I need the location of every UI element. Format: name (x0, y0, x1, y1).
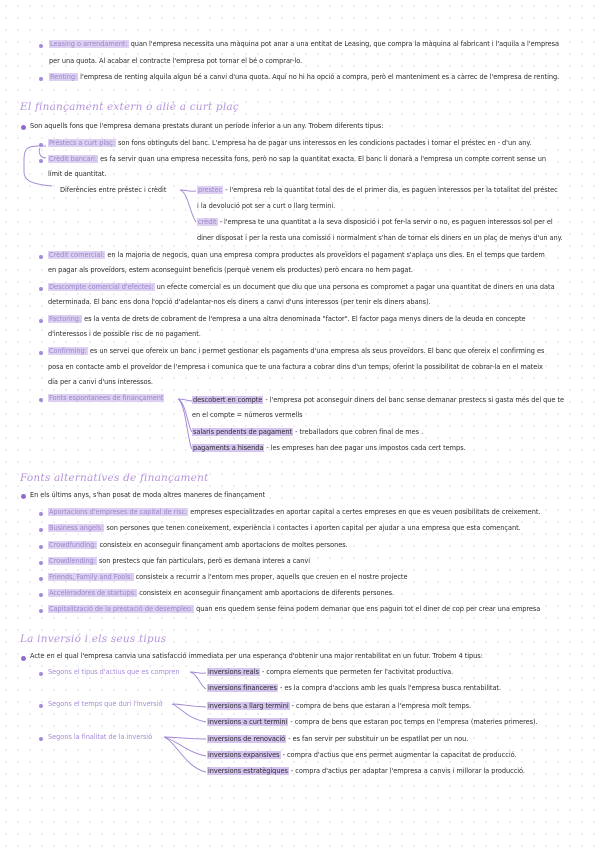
term-llarg: inversions a llarg termini (208, 702, 289, 710)
alt-item (48, 573, 407, 582)
inv-reals (207, 668, 453, 677)
bullet (39, 609, 43, 613)
term-salaris: salaris pendents de pagament (193, 428, 293, 436)
bullet (39, 528, 43, 532)
section-title-alternatives: Fonts alternatives de finançament (20, 472, 209, 484)
term-alt: Crowdlending: (49, 557, 96, 565)
confirming-cont2: dia per a canvi d'uns interessos. (48, 378, 153, 386)
term-comercial: Crèdit comercial: (49, 251, 105, 259)
hisenda-item (192, 444, 466, 453)
alt-item (48, 589, 394, 598)
alt-item (48, 524, 521, 533)
descompte-cont: determinada. El banc ens dona l'opció d'adelantar-nos els diners a canvi d'uns interessos (per tenir els diners abans). (48, 298, 431, 306)
bullet (39, 737, 43, 741)
alt-text: son prestecs que fan particulars, però es demana interes a canvi (98, 557, 311, 565)
bullet (39, 159, 43, 163)
term-reals: inversions reals (208, 668, 259, 676)
diff-prestec-text: - l'empresa reb la quantitat total des de el primer dia, es paguen interessos per la totalitat del préstec (225, 186, 558, 194)
term-curt: inversions a curt termini (208, 718, 288, 726)
fonts-label (48, 394, 164, 403)
bullet (39, 287, 43, 291)
alt-text: empreses especialitzades en aportar capital a certes empreses en que es veuen posibilitats de creixement. (190, 508, 541, 516)
diff-label: Diferències entre préstec i crèdit (60, 186, 167, 194)
alt-item (48, 541, 348, 550)
alt-text: consisteix a recurrir a l'entorn mes proper, aquells que creuen en el nostre projecte (135, 573, 408, 581)
credit-cont: límit de quantitat. (48, 170, 107, 178)
descobert-text: - l'empresa pot aconseguir diners del banc sense demanar prestecs si gasta més del que te (265, 396, 565, 404)
comercial-item (48, 251, 545, 260)
bullet (39, 545, 43, 549)
term-expansives: inversions expansives (208, 751, 280, 759)
descompte-text: un efecte comercial es un document que diu que una persona es compromet a pagar una quantitat de diners en una data (156, 283, 555, 291)
s1-intro: Son aquells fons que l'empresa demana prestats durant un període inferior a un any. Trobem diferents tipus: (30, 122, 384, 130)
renovacio-text: - es fan servir per substituir un be espatllat per un nou. (288, 735, 469, 743)
bullet (21, 125, 26, 130)
term-alt: Capitalització de la prestació de desempleo: (49, 605, 194, 613)
bullet (39, 512, 43, 516)
factoring-text: es la venta de drets de cobrament de l'empresa a una altra denominada "factor". El factor paga menys diners de la deuda en concepte (84, 315, 526, 323)
inv-renovacio (207, 735, 468, 744)
inv-llarg (207, 702, 471, 711)
alt-text: consisteix en aconseguir finançament amb aportacions de moltes persones. (99, 541, 348, 549)
estrategiques-text: - compra d'actius per adaptar l'empresa a canvis i millorar la producció. (290, 767, 525, 775)
llarg-text: - compra de bens que estaran a l'empresa molt temps. (291, 702, 472, 710)
diff-prestec-cont: i la devolució pot ser a curt o llarg termini. (197, 202, 336, 210)
descobert-item (192, 396, 564, 405)
term-fonts: Fonts espontanees de finançament (49, 394, 164, 402)
inv-estrategiques (207, 767, 525, 776)
term-prestecs: Préstecs a curt plaç: (49, 139, 115, 147)
term-diff-prestec: prestec (198, 186, 223, 194)
expansives-text: - compra d'actius que ens permet augmentar la capacitat de producció. (282, 751, 517, 759)
renting-item (49, 73, 559, 82)
diff-prestec (197, 186, 558, 195)
curt-text: - compra de bens que estaran poc temps en l'empresa (materies primeres). (290, 718, 538, 726)
salaris-text: - treballadors que cobren final de mes . (295, 428, 424, 436)
term-credit: Crèdit bancari: (49, 155, 98, 163)
s3-intro: Acte en el qual l'empresa canvia una satisfacció immediata per una esperança d'obtenir una major rentabilitat en un futur. Trobem 4 tipus: (30, 652, 483, 660)
descompte-item (48, 283, 555, 292)
bullet (39, 255, 43, 259)
bullet (39, 351, 43, 355)
bullet (39, 577, 43, 581)
bullet (39, 143, 43, 147)
descobert-cont: en el compte = números vermells (192, 411, 303, 419)
bullet (39, 593, 43, 597)
bullet (21, 494, 26, 499)
term-diff-credit: crèdit (198, 218, 217, 226)
section-title-investment: La inversió i els seus tipus (20, 633, 167, 645)
bullet (39, 44, 43, 48)
inv-expansives (207, 751, 517, 760)
alt-item (48, 508, 540, 517)
confirming-cont: posa en contacte amb el proveïdor de l'empresa i comunica que te una factura a cobrar dins d'un temps, oferint la possibilitat de cobrar-la en el mateix (48, 363, 543, 371)
inv-curt (207, 718, 538, 727)
leasing-cont: per una quota. Al acabar el contracte l'empresa pot tornar el bé o comprar-lo. (49, 57, 303, 65)
prestecs-text: son fons obtinguts del banc. L'empresa ha de pagar uns interessos en les condicions pactades i tornar el préstec en - d'un any. (117, 139, 532, 147)
alt-item (48, 557, 310, 566)
term-factoring: Factoring: (49, 315, 82, 323)
confirming-text: es un servei que ofereix un banc i permet gestionar els pagaments d'una empresa als seus proveïdors. El banc que ofereix el confirming es (89, 347, 545, 355)
term-alt: Business angels: (49, 524, 104, 532)
comercial-text: en la majoria de negocis, quan una empresa compra productes als proveïdors el pagament s'aplaça uns dies. En el temps que tardem (107, 251, 545, 259)
bullet (39, 77, 43, 81)
section-title-short-term: El finançament extern o aliè a curt plaç (20, 101, 239, 113)
term-alt: Acceleradores de startups: (49, 589, 137, 597)
alt-text: consisteix en aconseguir finançament amb aportacions de diferents persones. (139, 589, 395, 597)
bullet (39, 319, 43, 323)
diff-credit (197, 218, 553, 227)
term-financeres: inversions financeres (208, 684, 277, 692)
term-renting: Renting: (50, 73, 78, 81)
term-renovacio: inversions de renovació (208, 735, 286, 743)
bullet (39, 672, 43, 676)
comercial-cont: en pagar als proveïdors, estem aconseguint beneficis (perquè venem els productes) però encara no hem pagat. (48, 266, 413, 274)
inv-financeres (207, 684, 501, 693)
term-descompte: Descompte comercial d'efectes: (49, 283, 154, 291)
confirming-item (48, 347, 544, 356)
term-estrategiques: inversions estratègiques (208, 767, 288, 775)
credit-text: es fa servir quan una empresa necessita fons, però no sap la quantitat exacta. El banc li donarà a l'empresa un compte corrent sense un (100, 155, 546, 163)
term-confirming: Confirming: (49, 347, 87, 355)
group-assets: Segons el tipus d'actius que es compren (48, 668, 180, 676)
bullet (39, 561, 43, 565)
term-alt: Crowdfunding: (49, 541, 97, 549)
group-purpose: Segons la finalitat de la inversió (48, 733, 153, 741)
diff-credit-text: - l'empresa te una quantitat a la seva disposició i pot fer-la servir o no, es paguen interessos sol per el (219, 218, 553, 226)
term-alt: Aportacions d'empreses de capital de risc: (49, 508, 188, 516)
alt-item (48, 605, 540, 614)
diff-credit-cont: diner disposat i per la resta una comissió i normalment s'han de tornar els diners en un plaç de menys d'un any. (197, 234, 563, 242)
term-alt: Friends, Family and Fools: (49, 573, 133, 581)
term-leasing: Leasing o arrendament: (50, 40, 128, 48)
financeres-text: - es la compra d'accions amb les quals l'empresa busca rentabilitat. (279, 684, 502, 692)
bullet (39, 704, 43, 708)
prestecs-item (48, 139, 531, 148)
term-descobert: descobert en compte (193, 396, 263, 404)
s2-intro: En els últims anys, s'han posat de moda altres maneres de finançament (30, 491, 266, 499)
alt-text: son persones que tenen coneixement, experiència i contactes i aporten capital per ajudar a una empresa que esta començant. (106, 524, 521, 532)
credit-item (48, 155, 546, 164)
bullet (21, 656, 26, 661)
reals-text: - compra elements que permeten fer l'activitat productiva. (261, 668, 454, 676)
salaris-item (192, 428, 423, 437)
factoring-item (48, 315, 526, 324)
leasing-text: quan l'empresa necessita una màquina pot anar a una entitat de Leasing, que compra la màquina al fabricant i l'aquila a l'empresa (130, 40, 560, 48)
leasing-item (49, 40, 559, 49)
group-duration: Segons el temps que duri l'inversió (48, 700, 163, 708)
hisenda-text: - les empreses han dee pagar uns impostos cada cert temps. (266, 444, 466, 452)
renting-text: l'empresa de renting alquila algun bé a canvi d'una quota. Aquí no hi ha opció a compra, però el manteniment es a càrrec de l'empresa de renting. (80, 73, 560, 81)
factoring-cont: d'interessos i de possible risc de no pagament. (48, 330, 201, 338)
term-hisenda: pagaments a hisenda (193, 444, 264, 452)
alt-text: quan ens quedem sense feina podem demanar que ens paguin tot el diner de cop per crear una empresa (196, 605, 541, 613)
bullet (39, 398, 43, 402)
